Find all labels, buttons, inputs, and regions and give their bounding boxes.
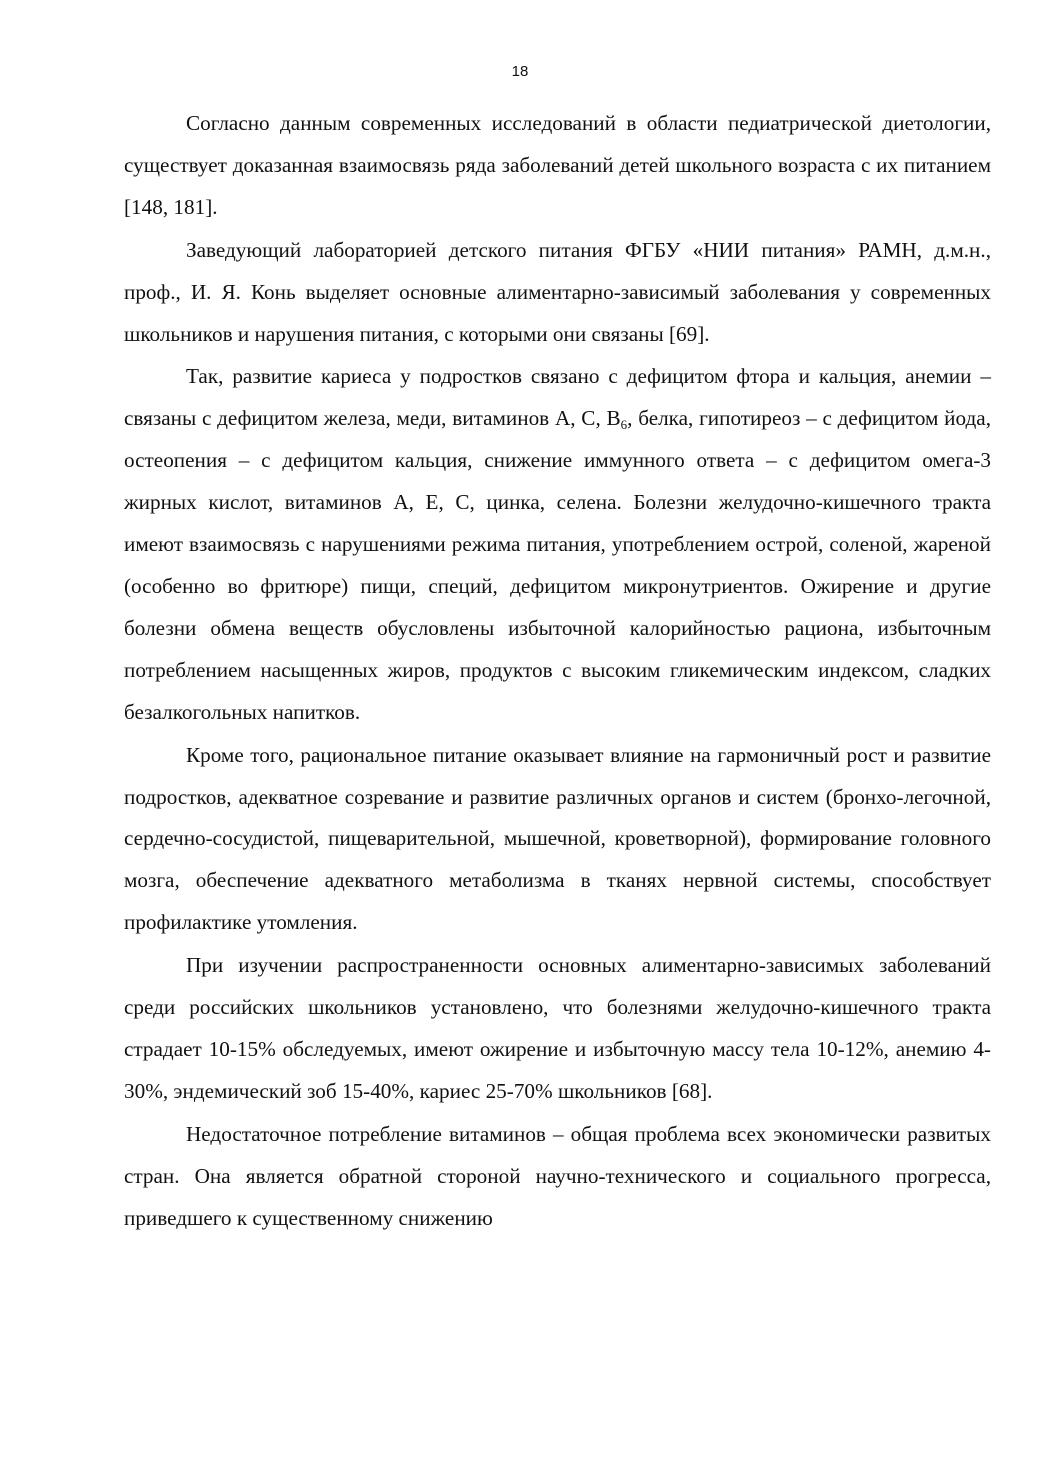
paragraph-deficiency-text-before: Так, развитие кариеса у подростков связано с дефицитом фтора и кальция, анемии – связаны с дефицитом железа, меди, витаминов А, С, В	[124, 364, 991, 431]
page-number: 18	[511, 63, 529, 80]
paragraph-kon-laboratory: Заведующий лабораторией детского питания ФГБУ «НИИ питания» РАМН, д.м.н., проф., И. Я. Конь выделяет основные алиментарно-зависимый заболевания у современных школьников и нарушения питания, с которыми они связаны [69].	[124, 237, 991, 346]
paragraph-vitamin-deficit: Недостаточное потребление витаминов – общая проблема всех экономически развитых стран. Она является обратной стороной научно-технического и социального прогресса, приведшего к существенному снижению	[124, 1121, 991, 1230]
paragraph-deficiency-diseases	[124, 356, 991, 733]
document-body	[124, 103, 991, 1240]
paragraph-dietology: Согласно данным современных исследований в области педиатрической диетологии, существует доказанная взаимосвязь ряда заболеваний детей школьного возраста с их питанием [148, 181].	[124, 111, 991, 219]
vitamin-b-subscript: 6	[620, 417, 628, 433]
paragraph-prevalence: При изучении распространенности основных алиментарно-зависимых заболеваний среди российских школьников установлено, что болезнями желудочно-кишечного тракта страдает 10-15% обследуемых, имеют ожирение и избыточную массу тела 10-12%, анемию 4-30%, эндемический зоб 15-40%, кариес 25-70% школьников [68].	[124, 953, 991, 1103]
paragraph-rational-nutrition: Кроме того, рациональное питание оказывает влияние на гармоничный рост и развитие подростков, адекватное созревание и развитие различных органов и систем (бронхо-легочной, сердечно-сосудистой, пищеварительной, мышечной, кроветворной), формирование головного мозга, обеспечение адекватного метаболизма в тканях нервной системы, способствует профилактике утомления.	[124, 742, 991, 935]
paragraph-deficiency-text-after: , белка, гипотиреоз – с дефицитом йода, остеопения – с дефицитом кальция, снижение иммунного ответа – с дефицитом омега-3 жирных кислот, витаминов А, Е, С, цинка, селена. Болезни желудочно-кишечного тракта имеют взаимосвязь с нарушениями режима питания, употреблением острой, соленой, жареной (особенно во фритюре) пищи, специй, дефицитом микронутриентов. Ожирение и другие болезни обмена веществ обусловлены избыточной калорийностью рациона, избыточным потреблением насыщенных жиров, продуктов с высоким гликемическим индексом, сладких безалкогольных напитков.	[124, 406, 991, 724]
